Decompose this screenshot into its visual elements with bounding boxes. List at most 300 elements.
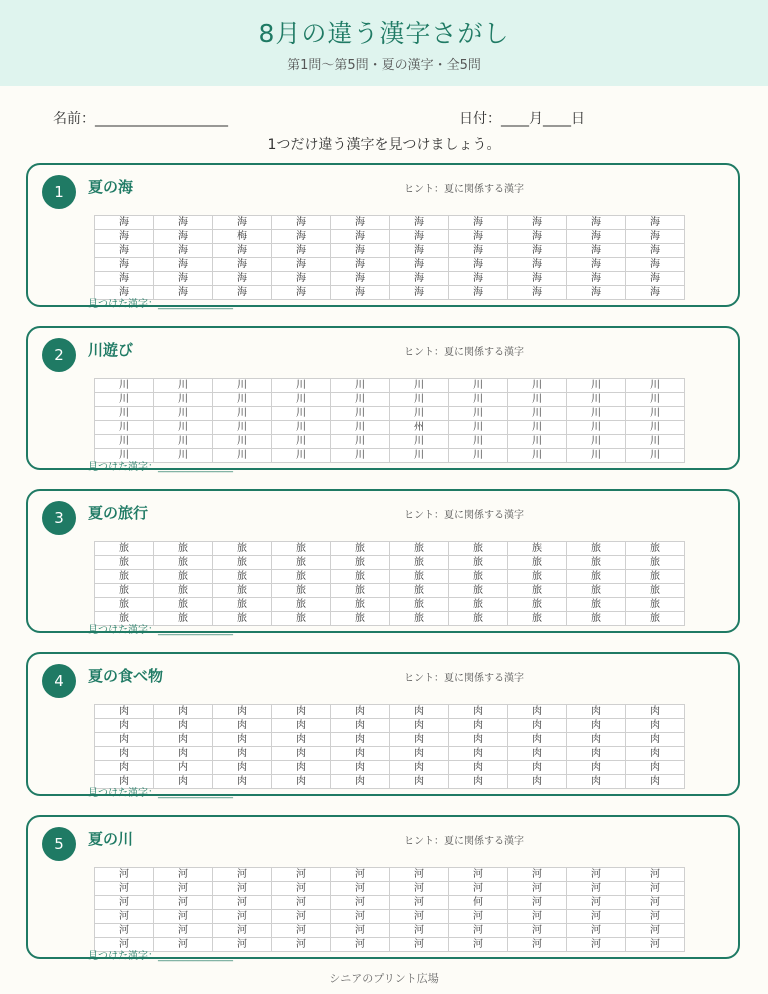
kanji-cell[interactable]: 海 — [154, 230, 213, 244]
kanji-cell[interactable]: 河 — [390, 868, 449, 882]
kanji-cell[interactable]: 海 — [508, 272, 567, 286]
kanji-cell[interactable]: 川 — [272, 421, 331, 435]
kanji-cell[interactable]: 旅 — [154, 556, 213, 570]
kanji-cell[interactable]: 川 — [626, 435, 685, 449]
kanji-cell[interactable]: 海 — [567, 216, 626, 230]
found-kanji-field[interactable]: 見つけた漢字：_______________ — [88, 951, 233, 962]
kanji-cell[interactable]: 肉 — [331, 705, 390, 719]
kanji-cell[interactable]: 肉 — [272, 719, 331, 733]
kanji-cell[interactable]: 川 — [449, 407, 508, 421]
kanji-cell[interactable]: 海 — [272, 272, 331, 286]
kanji-cell[interactable]: 海 — [95, 216, 154, 230]
kanji-cell[interactable]: 海 — [508, 286, 567, 300]
kanji-cell[interactable]: 肉 — [390, 775, 449, 789]
kanji-cell[interactable]: 旅 — [154, 612, 213, 626]
found-kanji-field[interactable]: 見つけた漢字：_______________ — [88, 625, 233, 636]
kanji-cell[interactable]: 旅 — [567, 612, 626, 626]
kanji-cell[interactable]: 旅 — [508, 584, 567, 598]
kanji-cell[interactable]: 川 — [626, 421, 685, 435]
kanji-cell[interactable]: 海 — [154, 258, 213, 272]
kanji-cell[interactable]: 河 — [213, 924, 272, 938]
kanji-cell[interactable]: 海 — [95, 244, 154, 258]
kanji-cell[interactable]: 海 — [449, 244, 508, 258]
kanji-cell[interactable]: 川 — [626, 393, 685, 407]
kanji-cell[interactable]: 河 — [95, 924, 154, 938]
kanji-cell[interactable]: 河 — [626, 924, 685, 938]
kanji-cell[interactable]: 旅 — [449, 612, 508, 626]
kanji-cell[interactable]: 川 — [508, 379, 567, 393]
kanji-cell[interactable]: 海 — [213, 258, 272, 272]
kanji-cell[interactable]: 河 — [213, 910, 272, 924]
kanji-cell[interactable]: 肉 — [449, 733, 508, 747]
kanji-cell[interactable]: 旅 — [449, 584, 508, 598]
kanji-cell[interactable]: 河 — [567, 924, 626, 938]
kanji-cell[interactable]: 海 — [390, 244, 449, 258]
kanji-cell[interactable]: 河 — [626, 896, 685, 910]
kanji-cell[interactable]: 海 — [567, 272, 626, 286]
kanji-cell[interactable]: 肉 — [95, 705, 154, 719]
kanji-cell[interactable]: 旅 — [567, 584, 626, 598]
kanji-cell[interactable]: 肉 — [95, 775, 154, 789]
kanji-cell[interactable]: 川 — [390, 379, 449, 393]
kanji-cell[interactable]: 梅 — [213, 230, 272, 244]
kanji-cell[interactable]: 旅 — [567, 542, 626, 556]
kanji-cell[interactable]: 河 — [390, 896, 449, 910]
kanji-cell[interactable]: 肉 — [95, 761, 154, 775]
kanji-cell[interactable]: 海 — [626, 272, 685, 286]
kanji-cell[interactable]: 肉 — [626, 705, 685, 719]
kanji-cell[interactable]: 旅 — [213, 584, 272, 598]
kanji-cell[interactable]: 海 — [567, 286, 626, 300]
kanji-cell[interactable]: 旅 — [390, 556, 449, 570]
kanji-cell[interactable]: 内 — [154, 761, 213, 775]
kanji-cell[interactable]: 旅 — [508, 556, 567, 570]
kanji-cell[interactable]: 肉 — [567, 775, 626, 789]
kanji-cell[interactable]: 川 — [213, 421, 272, 435]
kanji-cell[interactable]: 旅 — [331, 584, 390, 598]
kanji-cell[interactable]: 海 — [95, 230, 154, 244]
kanji-cell[interactable]: 海 — [272, 216, 331, 230]
kanji-cell[interactable]: 族 — [508, 542, 567, 556]
kanji-cell[interactable]: 旅 — [95, 570, 154, 584]
kanji-cell[interactable]: 海 — [626, 258, 685, 272]
kanji-cell[interactable]: 肉 — [213, 733, 272, 747]
kanji-cell[interactable]: 川 — [390, 435, 449, 449]
kanji-cell[interactable]: 肉 — [95, 733, 154, 747]
found-kanji-field[interactable]: 見つけた漢字：_______________ — [88, 299, 233, 310]
kanji-cell[interactable]: 川 — [95, 435, 154, 449]
kanji-cell[interactable]: 肉 — [213, 761, 272, 775]
kanji-cell[interactable]: 肉 — [213, 747, 272, 761]
kanji-cell[interactable]: 肉 — [272, 747, 331, 761]
kanji-cell[interactable]: 旅 — [508, 570, 567, 584]
kanji-cell[interactable]: 肉 — [567, 733, 626, 747]
kanji-cell[interactable]: 河 — [331, 882, 390, 896]
kanji-cell[interactable]: 河 — [95, 882, 154, 896]
kanji-cell[interactable]: 旅 — [449, 598, 508, 612]
kanji-cell[interactable]: 川 — [331, 407, 390, 421]
kanji-cell[interactable]: 川 — [626, 379, 685, 393]
kanji-cell[interactable]: 旅 — [331, 556, 390, 570]
kanji-cell[interactable]: 川 — [154, 407, 213, 421]
kanji-cell[interactable]: 旅 — [626, 542, 685, 556]
kanji-cell[interactable]: 河 — [154, 924, 213, 938]
kanji-cell[interactable]: 旅 — [331, 570, 390, 584]
kanji-cell[interactable]: 海 — [449, 230, 508, 244]
kanji-cell[interactable]: 旅 — [154, 542, 213, 556]
kanji-cell[interactable]: 河 — [95, 910, 154, 924]
kanji-cell[interactable]: 肉 — [272, 733, 331, 747]
name-field[interactable]: 名前：___________________ — [53, 111, 228, 127]
kanji-cell[interactable]: 河 — [390, 924, 449, 938]
kanji-cell[interactable]: 肉 — [331, 761, 390, 775]
kanji-cell[interactable]: 川 — [331, 435, 390, 449]
kanji-cell[interactable]: 海 — [449, 272, 508, 286]
kanji-cell[interactable]: 河 — [508, 924, 567, 938]
kanji-cell[interactable]: 川 — [508, 421, 567, 435]
kanji-cell[interactable]: 海 — [626, 230, 685, 244]
kanji-cell[interactable]: 海 — [508, 230, 567, 244]
kanji-cell[interactable]: 海 — [331, 216, 390, 230]
kanji-cell[interactable]: 海 — [626, 244, 685, 258]
kanji-cell[interactable]: 肉 — [331, 719, 390, 733]
kanji-cell[interactable]: 川 — [508, 435, 567, 449]
kanji-cell[interactable]: 旅 — [567, 570, 626, 584]
kanji-cell[interactable]: 川 — [95, 393, 154, 407]
kanji-cell[interactable]: 旅 — [626, 556, 685, 570]
kanji-cell[interactable]: 肉 — [449, 747, 508, 761]
kanji-cell[interactable]: 海 — [331, 258, 390, 272]
kanji-cell[interactable]: 海 — [626, 286, 685, 300]
kanji-cell[interactable]: 旅 — [272, 570, 331, 584]
kanji-cell[interactable]: 川 — [390, 449, 449, 463]
kanji-cell[interactable]: 肉 — [508, 775, 567, 789]
kanji-cell[interactable]: 河 — [272, 924, 331, 938]
kanji-cell[interactable]: 肉 — [626, 719, 685, 733]
kanji-cell[interactable]: 川 — [449, 435, 508, 449]
kanji-cell[interactable]: 肉 — [508, 761, 567, 775]
kanji-cell[interactable]: 海 — [331, 286, 390, 300]
kanji-cell[interactable]: 河 — [508, 882, 567, 896]
kanji-cell[interactable]: 肉 — [449, 719, 508, 733]
kanji-cell[interactable]: 肉 — [508, 733, 567, 747]
kanji-cell[interactable]: 川 — [508, 407, 567, 421]
kanji-cell[interactable]: 海 — [154, 216, 213, 230]
kanji-cell[interactable]: 肉 — [508, 747, 567, 761]
kanji-cell[interactable]: 旅 — [390, 612, 449, 626]
kanji-cell[interactable]: 海 — [390, 230, 449, 244]
kanji-cell[interactable]: 河 — [154, 896, 213, 910]
kanji-cell[interactable]: 河 — [626, 868, 685, 882]
kanji-cell[interactable]: 川 — [390, 407, 449, 421]
kanji-cell[interactable]: 旅 — [331, 598, 390, 612]
kanji-cell[interactable]: 河 — [508, 910, 567, 924]
kanji-cell[interactable]: 川 — [272, 449, 331, 463]
kanji-cell[interactable]: 旅 — [390, 598, 449, 612]
kanji-cell[interactable]: 川 — [272, 393, 331, 407]
kanji-cell[interactable]: 海 — [331, 272, 390, 286]
kanji-cell[interactable]: 海 — [567, 258, 626, 272]
kanji-cell[interactable]: 河 — [95, 938, 154, 952]
kanji-cell[interactable]: 肉 — [331, 733, 390, 747]
date-field[interactable]: 日付：____月____日 — [459, 111, 585, 127]
kanji-cell[interactable]: 何 — [449, 896, 508, 910]
kanji-cell[interactable]: 川 — [331, 393, 390, 407]
kanji-cell[interactable]: 河 — [567, 868, 626, 882]
kanji-cell[interactable]: 肉 — [449, 705, 508, 719]
kanji-cell[interactable]: 肉 — [95, 719, 154, 733]
kanji-cell[interactable]: 旅 — [508, 598, 567, 612]
kanji-cell[interactable]: 河 — [95, 896, 154, 910]
kanji-cell[interactable]: 旅 — [272, 584, 331, 598]
found-kanji-field[interactable]: 見つけた漢字：_______________ — [88, 788, 233, 799]
kanji-cell[interactable]: 海 — [95, 286, 154, 300]
kanji-cell[interactable]: 河 — [213, 868, 272, 882]
kanji-cell[interactable]: 河 — [390, 938, 449, 952]
kanji-cell[interactable]: 河 — [567, 882, 626, 896]
kanji-cell[interactable]: 川 — [331, 449, 390, 463]
kanji-cell[interactable]: 川 — [449, 421, 508, 435]
kanji-cell[interactable]: 川 — [272, 379, 331, 393]
kanji-cell[interactable]: 海 — [567, 244, 626, 258]
kanji-cell[interactable]: 肉 — [390, 719, 449, 733]
kanji-cell[interactable]: 旅 — [626, 570, 685, 584]
kanji-cell[interactable]: 河 — [508, 938, 567, 952]
kanji-cell[interactable]: 河 — [626, 938, 685, 952]
kanji-cell[interactable]: 旅 — [331, 612, 390, 626]
kanji-cell[interactable]: 肉 — [213, 705, 272, 719]
kanji-cell[interactable]: 肉 — [567, 705, 626, 719]
kanji-cell[interactable]: 河 — [213, 938, 272, 952]
kanji-cell[interactable]: 河 — [213, 882, 272, 896]
kanji-cell[interactable]: 海 — [213, 272, 272, 286]
kanji-cell[interactable]: 旅 — [95, 584, 154, 598]
kanji-cell[interactable]: 海 — [390, 258, 449, 272]
kanji-cell[interactable]: 肉 — [567, 747, 626, 761]
kanji-cell[interactable]: 川 — [449, 449, 508, 463]
kanji-cell[interactable]: 旅 — [567, 556, 626, 570]
kanji-cell[interactable]: 肉 — [626, 733, 685, 747]
kanji-cell[interactable]: 河 — [154, 882, 213, 896]
kanji-cell[interactable]: 河 — [331, 938, 390, 952]
kanji-cell[interactable]: 肉 — [213, 775, 272, 789]
kanji-cell[interactable]: 川 — [95, 407, 154, 421]
kanji-cell[interactable]: 川 — [567, 421, 626, 435]
kanji-cell[interactable]: 海 — [154, 272, 213, 286]
kanji-cell[interactable]: 肉 — [154, 705, 213, 719]
kanji-cell[interactable]: 川 — [567, 435, 626, 449]
kanji-cell[interactable]: 海 — [154, 286, 213, 300]
kanji-cell[interactable]: 旅 — [390, 570, 449, 584]
kanji-cell[interactable]: 海 — [331, 244, 390, 258]
kanji-cell[interactable]: 海 — [272, 244, 331, 258]
kanji-cell[interactable]: 河 — [272, 896, 331, 910]
kanji-cell[interactable]: 河 — [390, 910, 449, 924]
kanji-cell[interactable]: 川 — [154, 379, 213, 393]
kanji-cell[interactable]: 河 — [567, 910, 626, 924]
kanji-cell[interactable]: 海 — [95, 272, 154, 286]
kanji-cell[interactable]: 海 — [213, 286, 272, 300]
kanji-cell[interactable]: 川 — [154, 449, 213, 463]
kanji-cell[interactable]: 旅 — [449, 556, 508, 570]
kanji-cell[interactable]: 川 — [449, 393, 508, 407]
kanji-cell[interactable]: 河 — [626, 882, 685, 896]
kanji-cell[interactable]: 肉 — [626, 747, 685, 761]
kanji-cell[interactable]: 河 — [154, 868, 213, 882]
kanji-cell[interactable]: 旅 — [272, 556, 331, 570]
kanji-cell[interactable]: 河 — [154, 910, 213, 924]
kanji-cell[interactable]: 肉 — [390, 747, 449, 761]
kanji-cell[interactable]: 肉 — [331, 775, 390, 789]
kanji-cell[interactable]: 川 — [508, 393, 567, 407]
kanji-cell[interactable]: 旅 — [95, 556, 154, 570]
kanji-cell[interactable]: 旅 — [154, 584, 213, 598]
kanji-cell[interactable]: 旅 — [213, 556, 272, 570]
kanji-cell[interactable]: 肉 — [95, 747, 154, 761]
kanji-cell[interactable]: 肉 — [567, 761, 626, 775]
kanji-cell[interactable]: 海 — [567, 230, 626, 244]
kanji-cell[interactable]: 旅 — [567, 598, 626, 612]
kanji-cell[interactable]: 河 — [449, 924, 508, 938]
kanji-cell[interactable]: 川 — [154, 393, 213, 407]
kanji-cell[interactable]: 河 — [449, 868, 508, 882]
kanji-cell[interactable]: 海 — [213, 216, 272, 230]
kanji-cell[interactable]: 旅 — [213, 570, 272, 584]
kanji-cell[interactable]: 河 — [272, 868, 331, 882]
kanji-cell[interactable]: 肉 — [567, 719, 626, 733]
kanji-cell[interactable]: 河 — [154, 938, 213, 952]
kanji-cell[interactable]: 旅 — [626, 612, 685, 626]
kanji-cell[interactable]: 旅 — [331, 542, 390, 556]
kanji-cell[interactable]: 川 — [213, 407, 272, 421]
kanji-cell[interactable]: 海 — [272, 286, 331, 300]
kanji-cell[interactable]: 海 — [154, 244, 213, 258]
kanji-cell[interactable]: 旅 — [154, 570, 213, 584]
kanji-cell[interactable]: 河 — [567, 938, 626, 952]
kanji-cell[interactable]: 肉 — [626, 761, 685, 775]
kanji-cell[interactable]: 肉 — [390, 761, 449, 775]
kanji-cell[interactable]: 河 — [331, 910, 390, 924]
kanji-cell[interactable]: 海 — [390, 286, 449, 300]
kanji-cell[interactable]: 川 — [272, 435, 331, 449]
kanji-cell[interactable]: 川 — [567, 379, 626, 393]
kanji-cell[interactable]: 河 — [508, 896, 567, 910]
kanji-cell[interactable]: 海 — [449, 216, 508, 230]
kanji-cell[interactable]: 河 — [272, 882, 331, 896]
kanji-cell[interactable]: 旅 — [272, 542, 331, 556]
kanji-cell[interactable]: 肉 — [626, 775, 685, 789]
kanji-cell[interactable]: 海 — [449, 286, 508, 300]
found-kanji-field[interactable]: 見つけた漢字：_______________ — [88, 462, 233, 473]
kanji-cell[interactable]: 旅 — [95, 598, 154, 612]
kanji-cell[interactable]: 川 — [154, 421, 213, 435]
kanji-cell[interactable]: 海 — [390, 272, 449, 286]
kanji-cell[interactable]: 肉 — [449, 775, 508, 789]
kanji-cell[interactable]: 肉 — [154, 747, 213, 761]
kanji-cell[interactable]: 旅 — [213, 612, 272, 626]
kanji-cell[interactable]: 肉 — [331, 747, 390, 761]
kanji-cell[interactable]: 川 — [213, 449, 272, 463]
kanji-cell[interactable]: 河 — [331, 924, 390, 938]
kanji-cell[interactable]: 旅 — [390, 542, 449, 556]
kanji-cell[interactable]: 川 — [95, 421, 154, 435]
kanji-cell[interactable]: 川 — [567, 449, 626, 463]
kanji-cell[interactable]: 旅 — [213, 542, 272, 556]
kanji-cell[interactable]: 肉 — [272, 775, 331, 789]
kanji-cell[interactable]: 肉 — [272, 761, 331, 775]
kanji-cell[interactable]: 川 — [154, 435, 213, 449]
kanji-cell[interactable]: 河 — [272, 938, 331, 952]
kanji-cell[interactable]: 河 — [331, 896, 390, 910]
kanji-cell[interactable]: 川 — [213, 379, 272, 393]
kanji-cell[interactable]: 肉 — [508, 719, 567, 733]
kanji-cell[interactable]: 旅 — [272, 598, 331, 612]
kanji-cell[interactable]: 旅 — [449, 570, 508, 584]
kanji-cell[interactable]: 旅 — [95, 542, 154, 556]
kanji-cell[interactable]: 河 — [390, 882, 449, 896]
kanji-cell[interactable]: 海 — [272, 258, 331, 272]
kanji-cell[interactable]: 海 — [213, 244, 272, 258]
kanji-cell[interactable]: 川 — [449, 379, 508, 393]
kanji-cell[interactable]: 川 — [95, 379, 154, 393]
kanji-cell[interactable]: 川 — [331, 421, 390, 435]
kanji-cell[interactable]: 河 — [508, 868, 567, 882]
kanji-cell[interactable]: 川 — [626, 407, 685, 421]
kanji-cell[interactable]: 河 — [567, 896, 626, 910]
kanji-cell[interactable]: 海 — [508, 244, 567, 258]
kanji-cell[interactable]: 旅 — [508, 612, 567, 626]
kanji-cell[interactable]: 海 — [508, 258, 567, 272]
kanji-cell[interactable]: 川 — [390, 393, 449, 407]
kanji-cell[interactable]: 海 — [390, 216, 449, 230]
kanji-cell[interactable]: 海 — [449, 258, 508, 272]
kanji-cell[interactable]: 河 — [449, 882, 508, 896]
kanji-cell[interactable]: 河 — [449, 938, 508, 952]
kanji-cell[interactable]: 旅 — [272, 612, 331, 626]
kanji-cell[interactable]: 肉 — [154, 719, 213, 733]
kanji-cell[interactable]: 旅 — [213, 598, 272, 612]
kanji-cell[interactable]: 川 — [626, 449, 685, 463]
kanji-cell[interactable]: 旅 — [626, 598, 685, 612]
kanji-cell[interactable]: 海 — [626, 216, 685, 230]
kanji-cell[interactable]: 肉 — [213, 719, 272, 733]
kanji-cell[interactable]: 旅 — [154, 598, 213, 612]
kanji-cell[interactable]: 肉 — [272, 705, 331, 719]
kanji-cell[interactable]: 肉 — [154, 775, 213, 789]
kanji-cell[interactable]: 海 — [272, 230, 331, 244]
kanji-cell[interactable]: 海 — [508, 216, 567, 230]
kanji-cell[interactable]: 州 — [390, 421, 449, 435]
kanji-cell[interactable]: 海 — [331, 230, 390, 244]
kanji-cell[interactable]: 海 — [95, 258, 154, 272]
kanji-cell[interactable]: 川 — [508, 449, 567, 463]
kanji-cell[interactable]: 河 — [626, 910, 685, 924]
kanji-cell[interactable]: 川 — [331, 379, 390, 393]
kanji-cell[interactable]: 河 — [331, 868, 390, 882]
kanji-cell[interactable]: 旅 — [95, 612, 154, 626]
kanji-cell[interactable]: 肉 — [449, 761, 508, 775]
kanji-cell[interactable]: 肉 — [390, 733, 449, 747]
kanji-cell[interactable]: 川 — [272, 407, 331, 421]
kanji-cell[interactable]: 肉 — [508, 705, 567, 719]
kanji-cell[interactable]: 河 — [272, 910, 331, 924]
kanji-cell[interactable]: 川 — [213, 435, 272, 449]
kanji-cell[interactable]: 川 — [95, 449, 154, 463]
kanji-cell[interactable]: 肉 — [154, 733, 213, 747]
kanji-cell[interactable]: 旅 — [449, 542, 508, 556]
kanji-cell[interactable]: 川 — [213, 393, 272, 407]
kanji-cell[interactable]: 川 — [567, 393, 626, 407]
